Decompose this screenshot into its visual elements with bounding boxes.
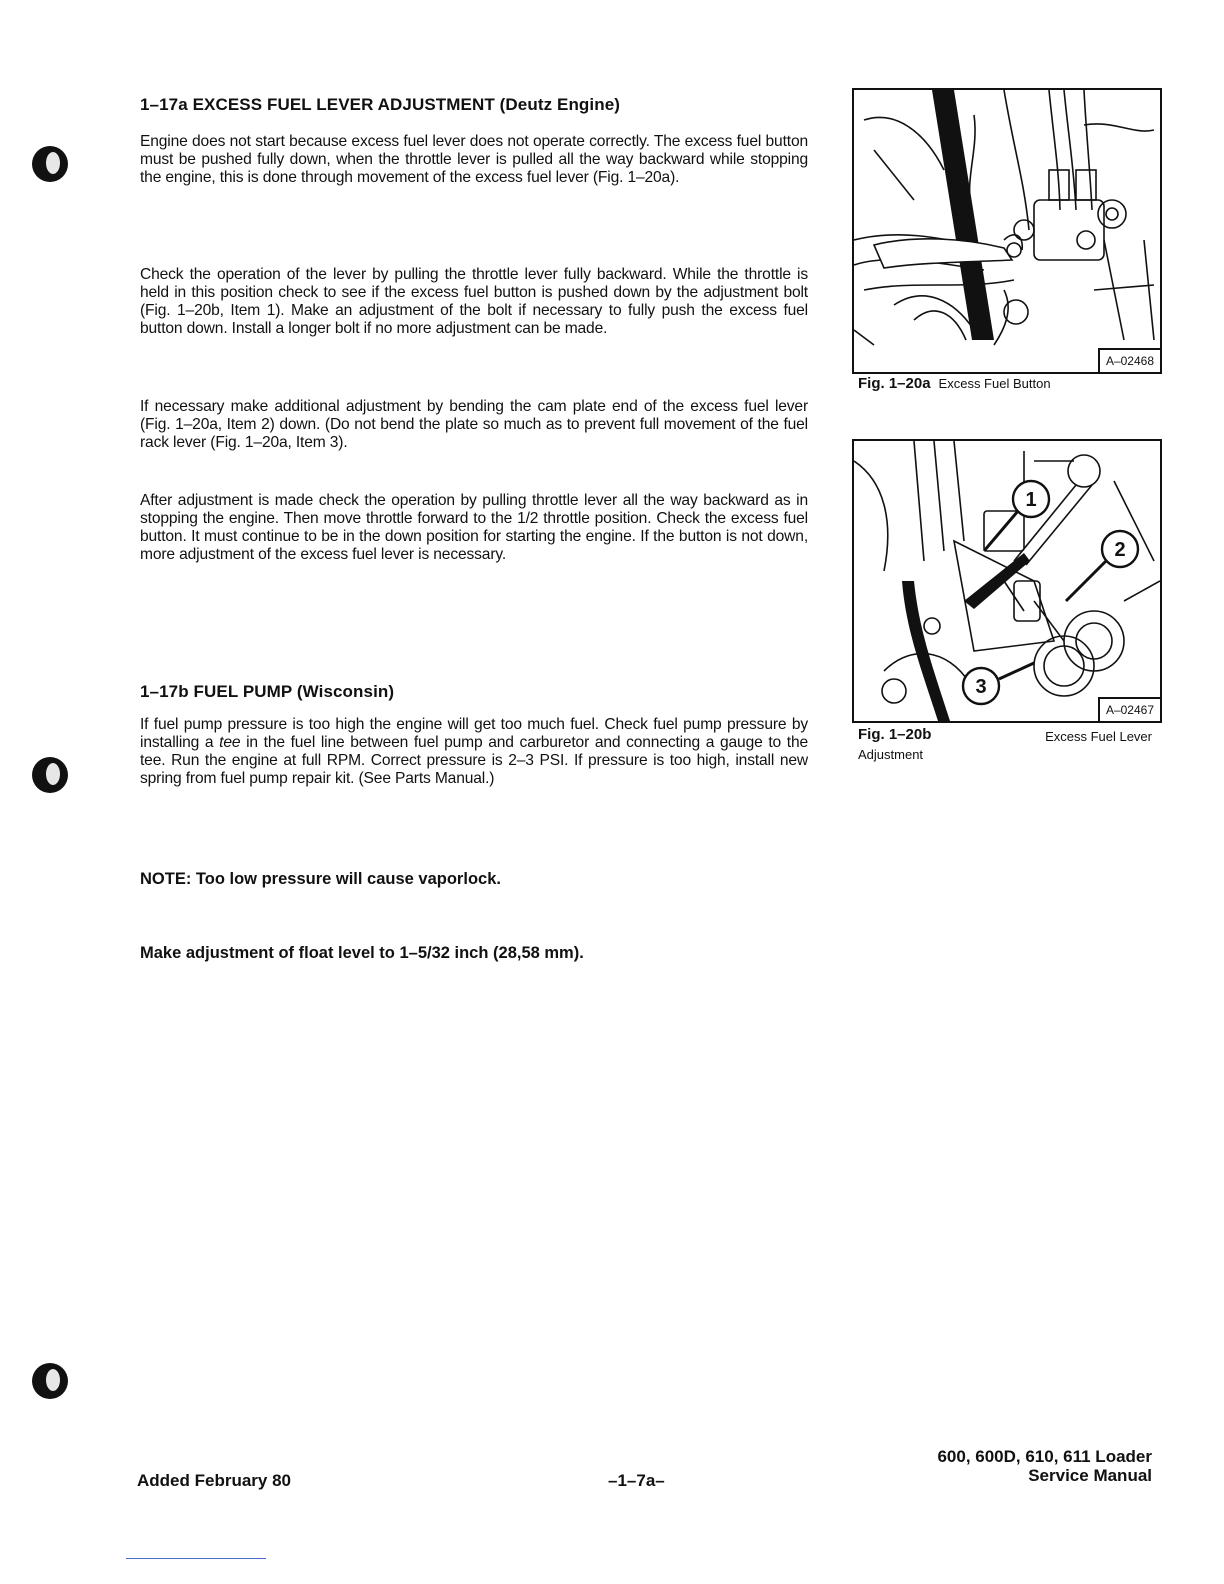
paragraph-check-operation: Check the operation of the lever by pulling the throttle lever fully backward. While the throttle is held in this position check to see if the excess fuel button is pushed down by the adjustment bolt (Fig. 1–20b, Item 1). Make an adjustment of the bolt if necessary to fully push the excess fuel button down. Install a longer bolt if no more adjustment can be made. xyxy=(140,266,808,337)
figure-excess-fuel-lever-adjustment xyxy=(852,439,1162,723)
caption-text-b-line2: Adjustment xyxy=(858,747,924,762)
section-heading-fuel-pump: 1–17b FUEL PUMP (Wisconsin) xyxy=(140,682,395,701)
paragraph-additional-adjustment: If necessary make additional adjustment by bending the cam plate end of the excess fuel lever (Fig. 1–20a, Item 2) down. (Do not bend the plate so much as to prevent full movement of the fuel rack lever (Fig. 1–20a, Item 3). xyxy=(140,398,808,451)
footer-added-date: Added February 80 xyxy=(137,1471,291,1490)
paragraph-excess-fuel-intro: Engine does not start because excess fuel lever does not operate correctly. The excess fuel button must be pushed fully down, when the throttle lever is pulled all the way backward while stopping the engine, this is done through movement of the excess fuel lever (Fig. 1–20a). xyxy=(140,133,808,186)
paragraph-fuel-pump-tee: tee xyxy=(219,734,241,751)
scan-underline-mark xyxy=(126,1558,266,1559)
footer-manual-title xyxy=(937,1447,1152,1485)
float-level-instruction: Make adjustment of float level to 1–5/32 inch (28,58 mm). xyxy=(140,944,584,962)
figure-id-a: A–02468 xyxy=(1098,348,1160,372)
section-heading-excess-fuel-lever: 1–17a EXCESS FUEL LEVER ADJUSTMENT (Deutz Engine) xyxy=(140,95,621,114)
note-vaporlock: NOTE: Too low pressure will cause vaporlock. xyxy=(140,870,501,888)
binder-hole-middle xyxy=(32,757,68,793)
footer-service-manual: Service Manual xyxy=(1028,1466,1152,1485)
caption-fig-1-20a xyxy=(858,375,1051,392)
paragraph-after-adjustment: After adjustment is made check the operation by pulling throttle lever all the way backward as in stopping the engine. Then move throttle forward to the 1/2 throttle position. Check the excess fuel button. It must continue to be in the down position for starting the engine. If the button is not down, more adjustment of the excess fuel lever is necessary. xyxy=(140,492,808,563)
caption-fig-1-20b xyxy=(858,726,1158,743)
callout-label-3: 3 xyxy=(975,676,987,698)
callout-label-2: 2 xyxy=(1114,539,1126,561)
paragraph-fuel-pump-part2: in the fuel line between fuel pump and carburetor and connecting a gauge to the tee. Run the engine at full RPM. Correct pressure is 2–3 PSI. If pressure is too high, install new spring from fuel pump repair kit. (See Parts Manual.) xyxy=(140,734,808,787)
binder-hole-bottom xyxy=(32,1363,68,1399)
footer-models: 600, 600D, 610, 611 Loader xyxy=(937,1447,1152,1466)
caption-text-b-line1: Excess Fuel Lever xyxy=(1045,729,1152,744)
figure-id-b: A–02467 xyxy=(1098,697,1160,721)
caption-number-a: Fig. 1–20a xyxy=(858,375,931,392)
binder-hole-top xyxy=(32,146,68,182)
footer-page-number: –1–7a– xyxy=(608,1471,665,1490)
engine-illustration-a xyxy=(854,90,1160,372)
paragraph-fuel-pump-part1: If fuel pump pressure is too high the engine will get too much fuel. Check fuel pump pressure by installing a xyxy=(140,716,808,751)
paragraph-fuel-pump xyxy=(140,716,808,788)
caption-text-a: Excess Fuel Button xyxy=(938,376,1051,391)
figure-excess-fuel-button xyxy=(852,88,1162,374)
callout-label-1: 1 xyxy=(1025,489,1037,511)
caption-number-b: Fig. 1–20b xyxy=(858,726,932,743)
